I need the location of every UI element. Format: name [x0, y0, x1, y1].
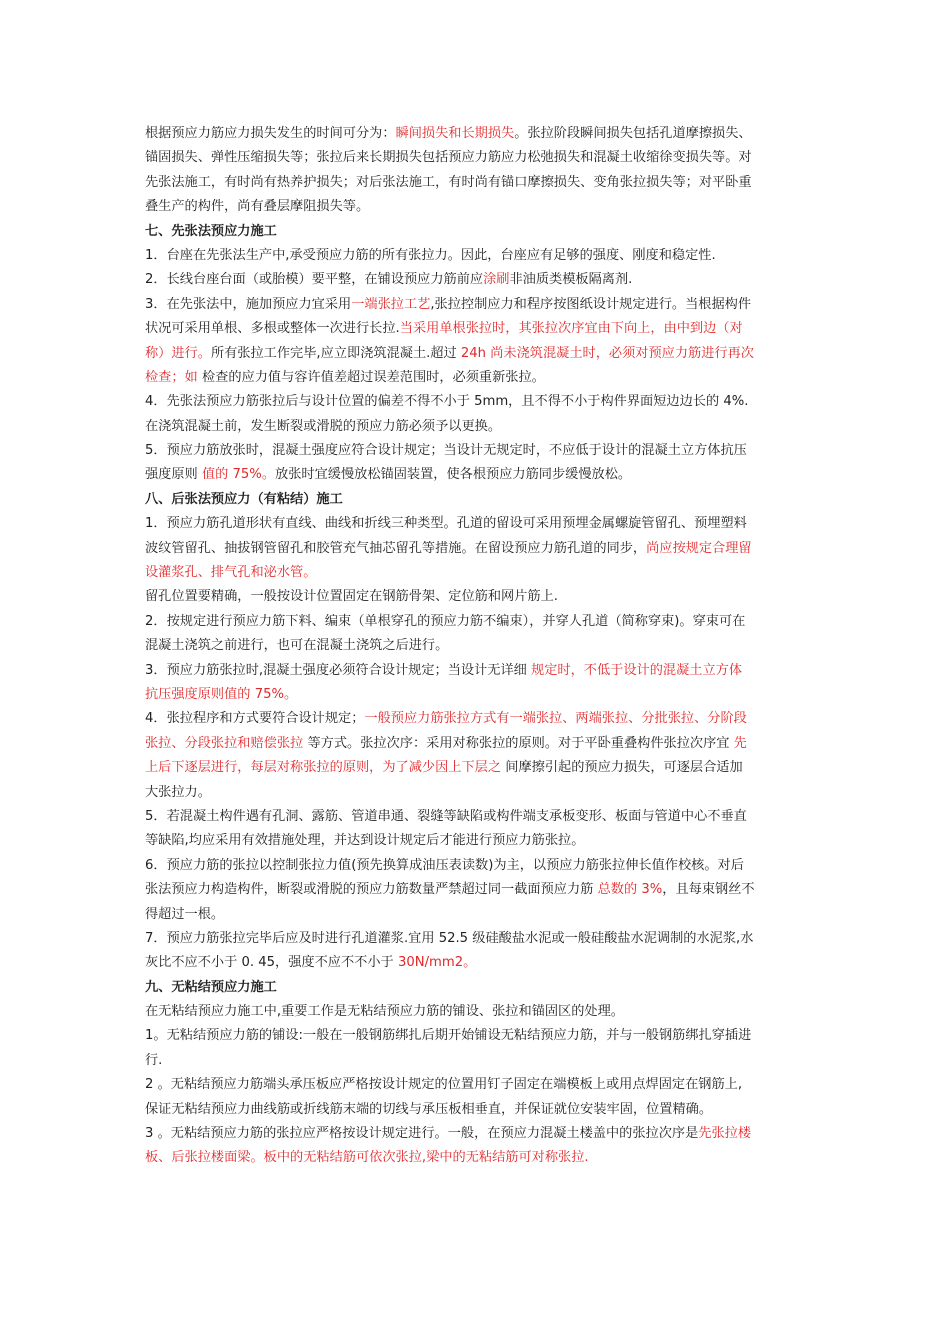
text-line [145, 927, 810, 951]
body-text: 1。无粘结预应力筋的铺设:一般在一般钢筋绑扎后期开始铺设无粘结预应力筋，并与一般钢筋绑扎穿插进 [145, 1028, 752, 1044]
body-text: 2．长线台座台面（或胎模）要平整，在铺设预应力筋前应 [145, 272, 484, 288]
text-line [145, 1049, 810, 1073]
highlighted-text: 一端张拉工艺 [351, 296, 431, 312]
highlighted-text: 先 [733, 735, 747, 751]
highlighted-text: 张拉、分段张拉和赔偿张拉 [145, 735, 304, 751]
body-text: 4．张拉程序和方式要符合设计规定； [145, 711, 365, 727]
body-text: 3．在先张法中，施加预应力宜采用 [145, 296, 352, 312]
text-line [145, 732, 810, 756]
body-text: 。张拉阶段瞬间损失包括孔道摩擦损失、 [514, 126, 752, 141]
body-text: 先张法施工，有时尚有热养护损失；对后张法施工，有时尚有锚口摩擦损失、变角张拉损失等；对平卧重 [145, 174, 752, 190]
text-line [145, 1146, 810, 1170]
body-text: 非油质类模板隔离剂. [509, 272, 633, 288]
body-text: 1．预应力筋孔道形状有直线、曲线和折线三种类型。孔道的留设可采用预埋金属螺旋管留孔、预埋塑料 [145, 516, 747, 532]
highlighted-text: 板、后张拉楼面梁。板中的无粘结筋可依次张拉,梁中的无粘结筋可对称张拉. [145, 1150, 589, 1166]
text-line [145, 463, 810, 487]
text-line [145, 610, 810, 634]
document-page [145, 122, 810, 1171]
highlighted-text: 上后下逐层进行，每层对称张拉的原则，为了减少因上下层之 [145, 760, 502, 776]
body-text: 等方式。张拉次序：采用对称张拉的原则。对于平卧重叠构件张拉次序宜 [303, 735, 734, 751]
section-heading [145, 488, 810, 512]
body-text: 大张拉力。 [145, 784, 211, 800]
body-text: 锚固损失、弹性压缩损失等；张拉后来长期损失包括预应力筋应力松弛损失和混凝土收缩徐变损失等。对 [145, 150, 752, 166]
highlighted-text: 规定时，不低于设计的混凝土立方体 [531, 662, 743, 678]
text-line [145, 1024, 810, 1048]
section-heading [145, 220, 810, 244]
highlighted-text: 称）进行。 [145, 345, 211, 361]
body-text: 混凝土浇筑之前进行，也可在混凝土浇筑之后进行。 [145, 638, 449, 654]
body-text: 在无粘结预应力施工中,重要工作是无粘结预应力筋的铺设、张拉和锚固区的处理。 [145, 1004, 624, 1020]
body-text: 强度原则 [145, 467, 202, 483]
body-text: 等缺陷,均应采用有效措施处理，并达到设计规定后才能进行预应力筋张拉。 [145, 833, 585, 849]
body-text: 6．预应力筋的张拉以控制张拉力值(预先换算成油压表读数)为主，以预应力筋张拉伸长值作校核。对后 [145, 857, 744, 873]
highlighted-text: 尚应按规定合理留 [646, 540, 752, 556]
text-line [145, 244, 810, 268]
body-text: ,张拉控制应力和程序按图纸设计规定进行。当根据构件 [430, 296, 752, 312]
text-line [145, 390, 810, 414]
text-line [145, 756, 810, 780]
body-text: 状况可采用单根、多根或整体一次进行长拉. [145, 321, 400, 337]
text-line [145, 585, 810, 609]
body-text: ，且每束钢丝不 [662, 882, 755, 898]
body-text: 3 。无粘结预应力筋的张拉应严格按设计规定进行。一般，在预应力混凝土楼盖中的张拉次序是 [145, 1126, 699, 1142]
text-line [145, 317, 810, 341]
body-text: 检查的应力值与容许值差超过误差范围时，必须重新张拉。 [197, 369, 545, 385]
body-text: 间摩擦引起的预应力损失，可逐层合适加 [501, 760, 743, 776]
text-line [145, 122, 810, 146]
body-text: 留孔位置要精确，一般按设计位置固定在钢筋骨架、定位筋和网片筋上. [145, 589, 559, 605]
body-text: 4．先张法预应力筋张拉后与设计位置的偏差不得不小于 5mm，且不得不小于构件界面短边边长的 4%. [145, 394, 749, 410]
text-line [145, 1000, 810, 1024]
text-line [145, 561, 810, 585]
text-line [145, 342, 810, 366]
highlighted-text: 涂刷 [483, 272, 510, 288]
body-text: 九、无粘结预应力施工 [145, 979, 277, 995]
text-line [145, 854, 810, 878]
text-line [145, 634, 810, 658]
text-line [145, 1122, 810, 1146]
body-text: 所有张拉工作完毕,应立即浇筑混凝土.超过 [210, 345, 461, 361]
text-line [145, 439, 810, 463]
body-text: 波纹管留孔、抽拔钢管留孔和胶管充气抽芯留孔等措施。在留设预应力筋孔道的同步， [145, 540, 647, 556]
body-text: 行. [145, 1052, 163, 1068]
body-text: 5．预应力筋放张时，混凝土强度应符合设计规定；当设计无规定时，不应低于设计的混凝土立方体抗压 [145, 443, 747, 459]
body-text: 7．预应力筋张拉完毕后应及时进行孔道灌浆.宜用 52.5 级硅酸盐水泥或一般硅酸盐水泥调制的水泥浆,水 [145, 930, 754, 946]
text-line [145, 951, 810, 975]
text-line [145, 171, 810, 195]
highlighted-text: 24h 尚未浇筑混凝土时，必须对预应力筋进行再次 [460, 345, 754, 361]
text-line [145, 293, 810, 317]
highlighted-text: 30N/mm2。 [397, 955, 477, 971]
highlighted-text: 检查；如 [145, 369, 198, 385]
body-text: 1．台座在先张法生产中,承受预应力筋的所有张拉力。因此，台座应有足够的强度、刚度和稳定性. [145, 247, 716, 263]
text-line [145, 781, 810, 805]
body-text: 保证无粘结预应力曲线筋或折线筋末端的切线与承压板相垂直，并保证就位安装牢固，位置精确。 [145, 1101, 713, 1117]
body-text: 叠生产的构件，尚有叠层摩阻损失等。 [145, 199, 370, 215]
highlighted-text: 当采用单根张拉时，其张拉次序宜由下向上，由中到边（对 [399, 321, 743, 337]
text-line [145, 1098, 810, 1122]
body-text: 5．若混凝土构件遇有孔洞、露筋、管道串通、裂缝等缺陷或构件端支承板变形、板面与管道中心不垂直 [145, 808, 747, 824]
text-line [145, 537, 810, 561]
body-text: 八、后张法预应力（有粘结）施工 [145, 491, 343, 507]
text-line [145, 659, 810, 683]
text-line [145, 683, 810, 707]
body-text: 根据预应力筋应力损失发生的时间可分为： [145, 126, 396, 141]
highlighted-text: 一般预应力筋张拉方式有一端张拉、两端张拉、分批张拉、分阶段 [364, 711, 747, 727]
text-line [145, 415, 810, 439]
body-text: 放张时宜缓慢放松锚固装置，使各根预应力筋同步缓慢放松。 [275, 467, 632, 483]
highlighted-text: 总数的 3% [597, 882, 663, 898]
body-text: 张法预应力构造构件，断裂或滑脱的预应力筋数量严禁超过同一截面预应力筋 [145, 882, 598, 898]
text-line [145, 195, 810, 219]
body-text: 灰比不应不小于 0. 45，强度不应不不小于 [145, 955, 398, 971]
text-line [145, 878, 810, 902]
body-text: 得超过一根。 [145, 906, 225, 922]
body-text: 3．预应力筋张拉时,混凝土强度必须符合设计规定；当设计无详细 [145, 662, 532, 678]
text-line [145, 707, 810, 731]
text-line [145, 903, 810, 927]
highlighted-text: 设灌浆孔、排气孔和泌水管。 [145, 565, 317, 581]
text-line [145, 366, 810, 390]
body-text: 2 。无粘结预应力筋端头承压板应严格按设计规定的位置用钉子固定在端模板上或用点焊固定在钢筋上, [145, 1077, 743, 1093]
body-text: 在浇筑混凝土前，发生断裂或滑脱的预应力筋必须予以更换。 [145, 418, 502, 434]
text-line [145, 805, 810, 829]
highlighted-text: 值的 75%。 [201, 467, 276, 483]
highlighted-text: 瞬间损失和长期损失 [395, 126, 515, 141]
body-text: 2．按规定进行预应力筋下料、编束（单根穿孔的预应力筋不编束），并穿人孔道（简称穿束)。穿束可在 [145, 613, 746, 629]
text-line [145, 829, 810, 853]
text-line [145, 512, 810, 536]
text-line [145, 1073, 810, 1097]
text-line [145, 146, 810, 170]
body-text: 七、先张法预应力施工 [145, 223, 277, 239]
section-heading [145, 976, 810, 1000]
text-line [145, 268, 810, 292]
highlighted-text: 先张拉楼 [698, 1126, 752, 1142]
highlighted-text: 抗压强度原则值的 75%。 [145, 686, 298, 702]
